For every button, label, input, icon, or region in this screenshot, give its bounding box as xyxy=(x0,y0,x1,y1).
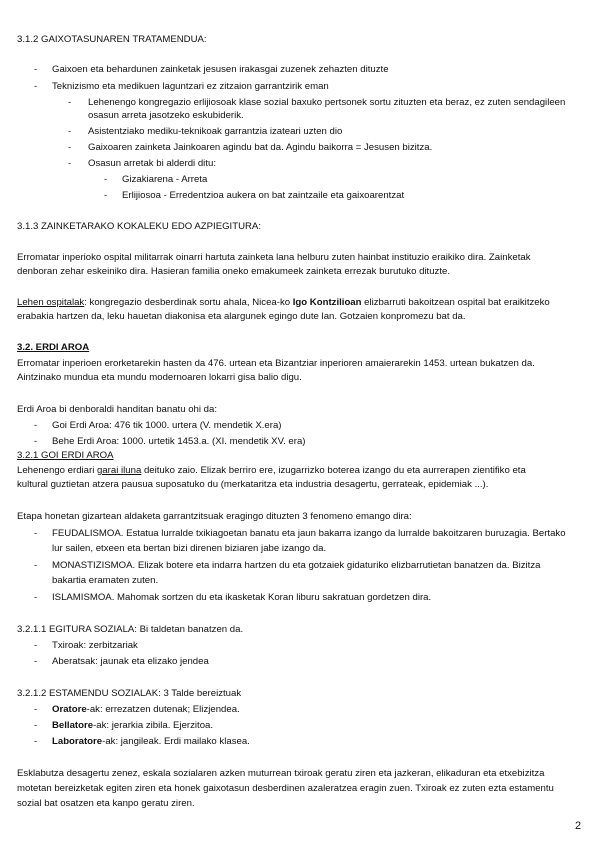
bullet-dash: - xyxy=(34,420,38,431)
bullet-dash: - xyxy=(34,560,38,571)
bullet-dash: - xyxy=(34,704,38,715)
list-item: Gizakiarena - Arreta xyxy=(122,174,208,185)
list-item-continuation: osasun arreta jasotzeko eskubiderik. xyxy=(88,110,244,121)
bullet-dash: - xyxy=(34,720,38,731)
paragraph-line: Aintzinako mundua eta mundu modernoaren lokarri gisa balio digu. xyxy=(17,372,302,383)
list-item xyxy=(52,736,582,748)
list-item: Teknizismo eta medikuen laguntzari ez zitzaion garrantzirik eman xyxy=(52,81,329,92)
section-heading-3211: 3.2.1.1 EGITURA SOZIALA: Bi taldetan banatzen da. xyxy=(17,624,244,635)
list-item: FEUDALISMOA. Estatua lurralde txikiagoetan banatu eta jaun bakarra izango da lurralde bakoitzaren buruzagia. Bertako xyxy=(52,528,566,539)
page-number: 2 xyxy=(575,820,582,832)
paragraph-line: sozial bat osatzen eta kanpo geratu ziren. xyxy=(17,798,195,809)
bullet-dash: - xyxy=(68,126,72,137)
text-run: elizbarruti bakoitzean ospital bat eraikitzeko xyxy=(361,297,550,308)
paragraph-line: kultural guztietan atzera pausua suposatuko du (merkataritza eta industria desagertu, gerrateak, epidemiak ...). xyxy=(17,479,489,490)
text-run: -ak: jerarkia zibila. Ejerzitoa. xyxy=(93,720,214,731)
list-item xyxy=(52,704,582,716)
list-item: Lehenengo kongregazio erlijiosoak klase sozial baxuko pertsonek sortu zituzten eta beraz, ez zuten sendagileen xyxy=(88,97,566,108)
bullet-dash: - xyxy=(34,736,38,747)
text-run: Lehenengo erdiari xyxy=(17,465,98,476)
paragraph-line xyxy=(17,465,582,477)
list-item: Goi Erdi Aroa: 476 tik 1000. urtera (V. mendetik X.era) xyxy=(52,420,282,431)
paragraph-line: Erromatar inperioko ospital militarrak oinarri hartuta zainketa lana helburu zuten hainbat instituzio eraikiko dira. Zainketak xyxy=(17,252,531,263)
text-run: -ak: jangileak. Erdi mailako klasea. xyxy=(102,736,250,747)
section-heading-3212: 3.2.1.2 ESTAMENDU SOZIALAK: 3 Talde bereiztuak xyxy=(17,688,242,699)
section-heading-313: 3.1.3 ZAINKETARAKO KOKALEKU EDO AZPIEGITURA: xyxy=(17,221,261,232)
bullet-dash: - xyxy=(34,436,38,447)
list-item: Asistentziako mediku-teknikoak garrantzia izateari uzten dio xyxy=(88,126,343,137)
list-item: Osasun arretak bi alderdi ditu: xyxy=(88,158,216,169)
bullet-dash: - xyxy=(104,190,108,201)
list-item xyxy=(52,720,582,732)
paragraph-line: Esklabutza desagertu zenez, eskala sozialaren azken muturrean txiroak geratu ziren eta jazkeran, elikaduran eta etxebizitza xyxy=(17,768,545,779)
bullet-dash: - xyxy=(104,174,108,185)
list-item: MONASTIZISMOA. Elizak botere eta indarra hartzen du eta gotzaiek gidaturiko elizbarrutietan banatzen da. Bizitza xyxy=(52,560,541,571)
paragraph-line xyxy=(17,297,582,309)
term-laboratore: Laboratore xyxy=(52,736,103,747)
list-item: Erlijiosoa - Erredentzioa aukera on bat zaintzaile eta gaixoarentzat xyxy=(122,190,405,201)
paragraph-line: erabakia hartzen da, leku hauetan diakonisa eta alargunek egingo dute lan. Gotzaien konpromezu bat da. xyxy=(17,311,466,322)
bullet-dash: - xyxy=(34,656,38,667)
bullet-dash: - xyxy=(68,97,72,108)
section-heading-312: 3.1.2 GAIXOTASUNAREN TRATAMENDUA: xyxy=(17,34,207,45)
section-heading-32: 3.2. ERDI AROA xyxy=(17,342,90,353)
paragraph-line: Erdi Aroa bi denboraldi handitan banatu ohi da: xyxy=(17,404,218,415)
term-oratore: Oratore xyxy=(52,704,87,715)
bullet-dash: - xyxy=(34,640,38,651)
list-item-continuation: bakartia eramaten zuten. xyxy=(52,575,159,586)
list-item: Txiroak: zerbitzariak xyxy=(52,640,138,651)
list-item: Behe Erdi Aroa: 1000. urtetik 1453.a. (XI. mendetik XV. era) xyxy=(52,436,306,447)
bullet-dash: - xyxy=(34,592,38,603)
list-item: Aberatsak: jaunak eta elizako jendea xyxy=(52,656,209,667)
text-run: -ak: errezatzen dutenak; Elizjendea. xyxy=(86,704,240,715)
text-run: deituko zaio. Elizak berriro ere, izugarrizko boterea izango du eta aurrerapen zientifiko eta xyxy=(141,465,526,476)
term-lehen-ospitalak: Lehen ospitalak xyxy=(17,297,85,308)
bullet-dash: - xyxy=(34,528,38,539)
paragraph-line: denboran zehar eskeiniko dira. Hasieran familia oneko emakumeek zainketa errezak burutuko dituzte. xyxy=(17,266,451,277)
list-item-continuation: lur sailen, etxeen eta bertan bizi direnen biziaren jabe izango da. xyxy=(52,543,327,554)
list-item: Gaixoaren zainketa Jainkoaren agindu bat da. Agindu baikorra = Jesusen bizitza. xyxy=(88,142,433,153)
paragraph-line: Etapa honetan gizartean aldaketa garrantzitsuak eragingo dituzten 3 fenomeno emango dira: xyxy=(17,511,412,522)
section-heading-321: 3.2.1 GOI ERDI AROA xyxy=(17,450,114,461)
list-item: ISLAMISMOA. Mahomak sortzen du eta ikasketak Koran liburu sakratuan gordetzen dira. xyxy=(52,592,432,603)
term-bellatore: Bellatore xyxy=(52,720,94,731)
bullet-dash: - xyxy=(34,64,38,75)
term-garai-iluna: garai iluna xyxy=(97,465,142,476)
bullet-dash: - xyxy=(68,142,72,153)
bullet-dash: - xyxy=(68,158,72,169)
bullet-dash: - xyxy=(34,81,38,92)
text-run: : kongregazio desberdinak sortu ahala, Nicea-ko xyxy=(84,297,293,308)
paragraph-line: motetan bereizketak egiten ziren eta honek gaixotasun desberdinen azaleratzea eragin zuen. Txiroak ez zuten ezta estamentu xyxy=(17,783,554,794)
list-item: Gaixoen eta behardunen zainketak jesusen irakasgai zuzenek zehazten dituzte xyxy=(52,64,389,75)
term-igo-kontzilioan: Igo Kontzilioan xyxy=(292,297,362,308)
paragraph-line: Erromatar inperioen erorketarekin hasten da 476. urtean eta Bizantziar inperioren amaierarekin 1453. urtean bukatzen da. xyxy=(17,358,535,369)
